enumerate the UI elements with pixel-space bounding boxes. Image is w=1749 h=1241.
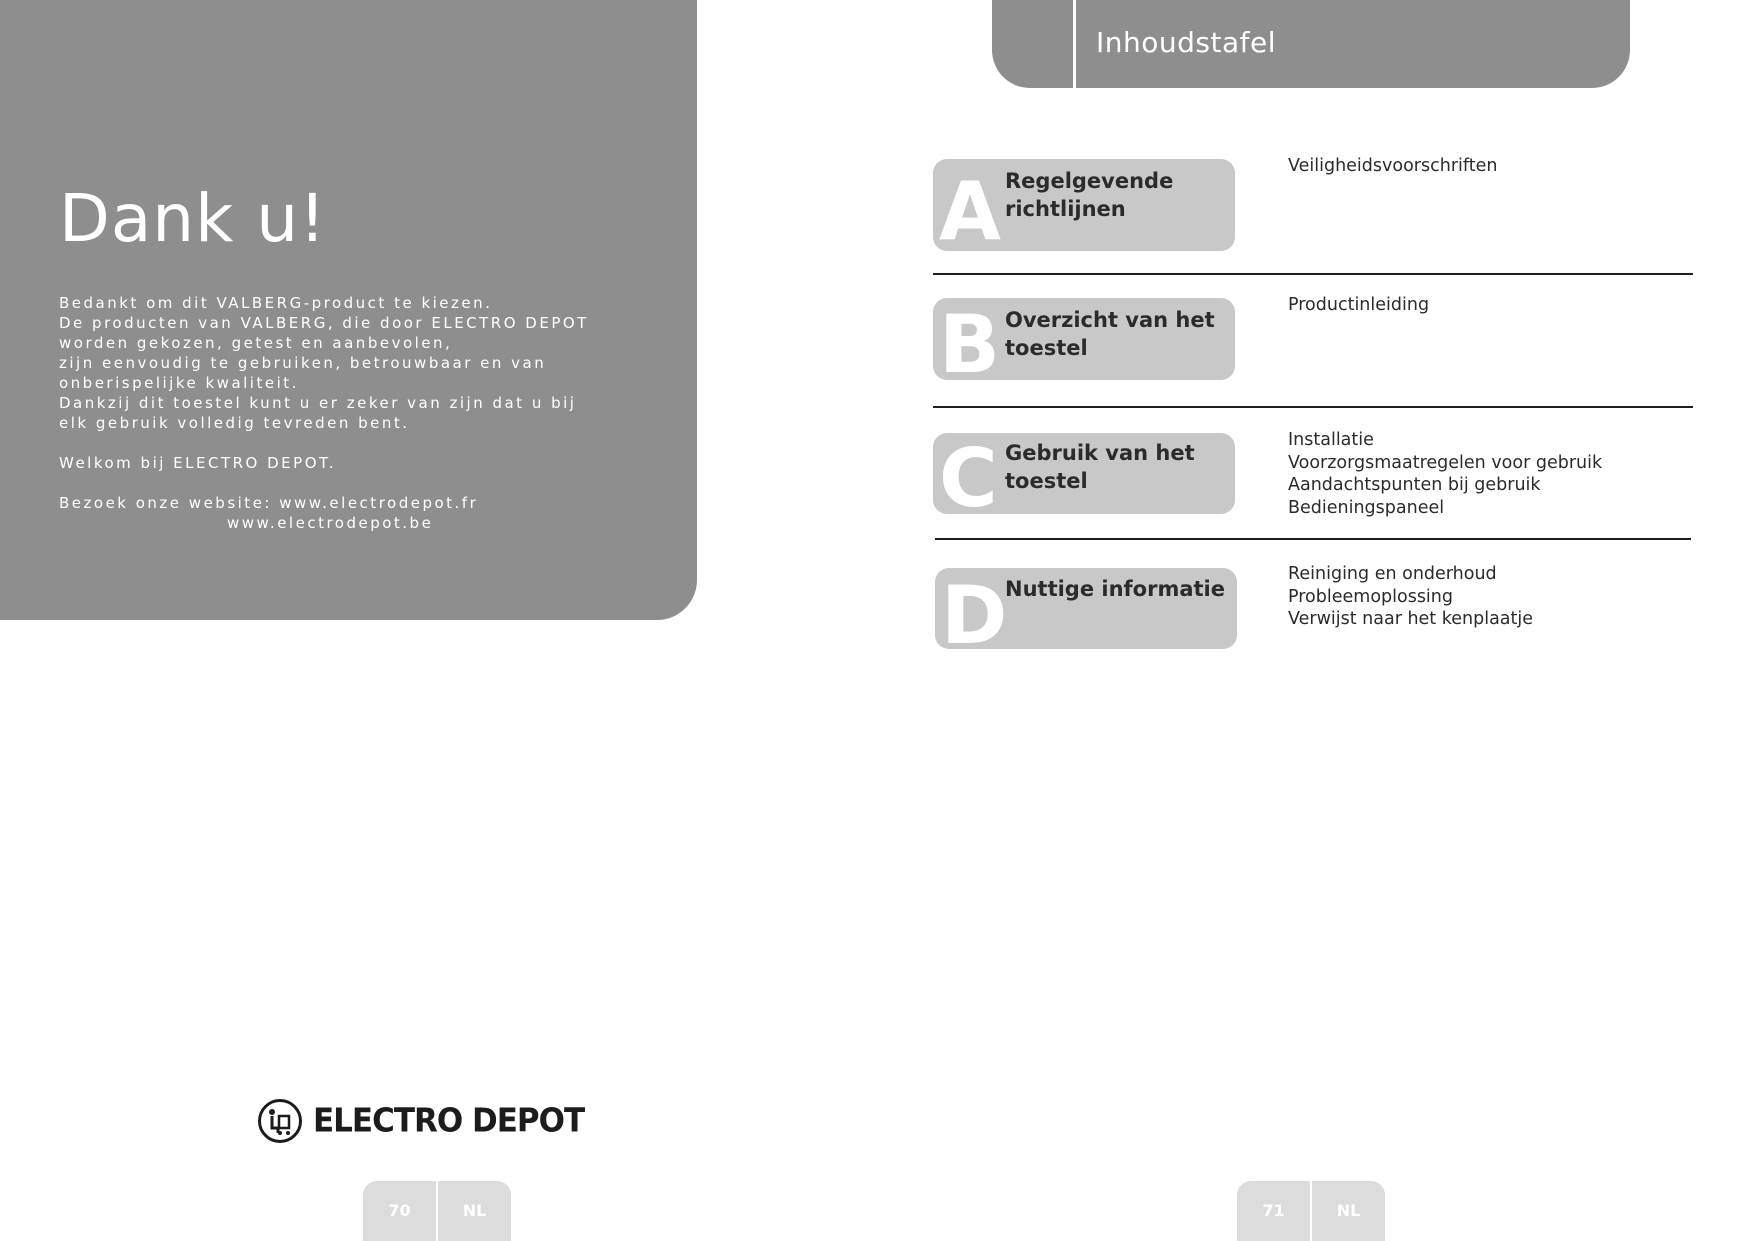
page-number: 70: [388, 1201, 411, 1220]
section-letter: A: [939, 165, 1001, 258]
section-b-items: [1288, 294, 1429, 317]
section-title: [1005, 439, 1195, 495]
section-title: [1005, 575, 1225, 603]
section-letter: B: [939, 298, 1000, 391]
toc-header: [992, 0, 1630, 88]
header-divider: [1073, 0, 1076, 88]
list-item: Bedieningspaneel: [1288, 497, 1445, 518]
section-a-items: [1288, 155, 1497, 178]
section-title-line: Regelgevende: [1005, 169, 1174, 193]
page-tab-left: [363, 1181, 511, 1241]
thanks-line: zijn eenvoudig te gebruiken, betrouwbaar en van: [59, 354, 547, 372]
list-item: Probleemoplossing: [1288, 586, 1453, 607]
list-item: Veiligheidsvoorschriften: [1288, 156, 1498, 176]
section-letter: D: [941, 569, 1008, 662]
section-a-box: [933, 159, 1235, 258]
section-title-line: Overzicht van het: [1005, 308, 1215, 332]
thanks-line: Bedankt om dit VALBERG-product te kiezen.: [59, 294, 493, 312]
thanks-line: onberispelijke kwaliteit.: [59, 374, 299, 392]
shopping-cart-logo-icon: [257, 1098, 303, 1144]
thanks-body: [59, 293, 689, 533]
section-divider: [933, 273, 1693, 275]
section-title-line: toestel: [1005, 336, 1088, 360]
list-item: Reiniging en onderhoud: [1288, 564, 1497, 584]
thanks-title: Dank u!: [59, 180, 327, 257]
section-c-items: [1288, 429, 1602, 519]
section-title: [1005, 306, 1215, 362]
thanks-line: elk gebruik volledig tevreden bent.: [59, 414, 410, 432]
brand-name: ELECTRO DEPOT: [313, 1102, 585, 1140]
page-language: NL: [1336, 1201, 1361, 1220]
page-tab-right: [1237, 1181, 1385, 1241]
list-item: Productinleiding: [1288, 295, 1430, 315]
page-language: NL: [462, 1201, 487, 1220]
section-title-line: richtlijnen: [1005, 197, 1126, 221]
list-item: Installatie: [1288, 430, 1374, 450]
list-item: Verwijst naar het kenplaatje: [1288, 609, 1534, 629]
thanks-line: worden gekozen, getest en aanbevolen,: [59, 334, 453, 352]
website-be-text: www.electrodepot.be: [227, 514, 434, 532]
thanks-line: De producten van VALBERG, die door ELECTRO DEPOT: [59, 314, 589, 332]
website-text: Bezoek onze website: www.electrodepot.fr: [59, 494, 479, 512]
welcome-text: Welkom bij ELECTRO DEPOT.: [59, 454, 337, 472]
section-title-line: Gebruik van het: [1005, 441, 1195, 465]
section-divider: [935, 538, 1691, 540]
thanks-panel: [0, 0, 697, 620]
section-d-items: [1288, 563, 1533, 631]
list-item: Voorzorgsmaatregelen voor gebruik: [1288, 452, 1603, 473]
section-title: [1005, 167, 1173, 223]
section-title-line: Nuttige informatie: [1005, 577, 1225, 601]
section-d-box: [935, 568, 1237, 662]
section-b-box: [933, 298, 1235, 391]
toc-title: Inhoudstafel: [1096, 26, 1276, 59]
electro-depot-logo: [257, 1096, 584, 1146]
section-divider: [933, 406, 1693, 408]
section-title-line: toestel: [1005, 469, 1088, 493]
thanks-line: Dankzij dit toestel kunt u er zeker van zijn dat u bij: [59, 394, 577, 412]
list-item: Aandachtspunten bij gebruik: [1288, 475, 1541, 495]
section-c-box: [933, 432, 1235, 525]
page-number: 71: [1262, 1201, 1285, 1220]
section-letter: C: [939, 432, 998, 525]
